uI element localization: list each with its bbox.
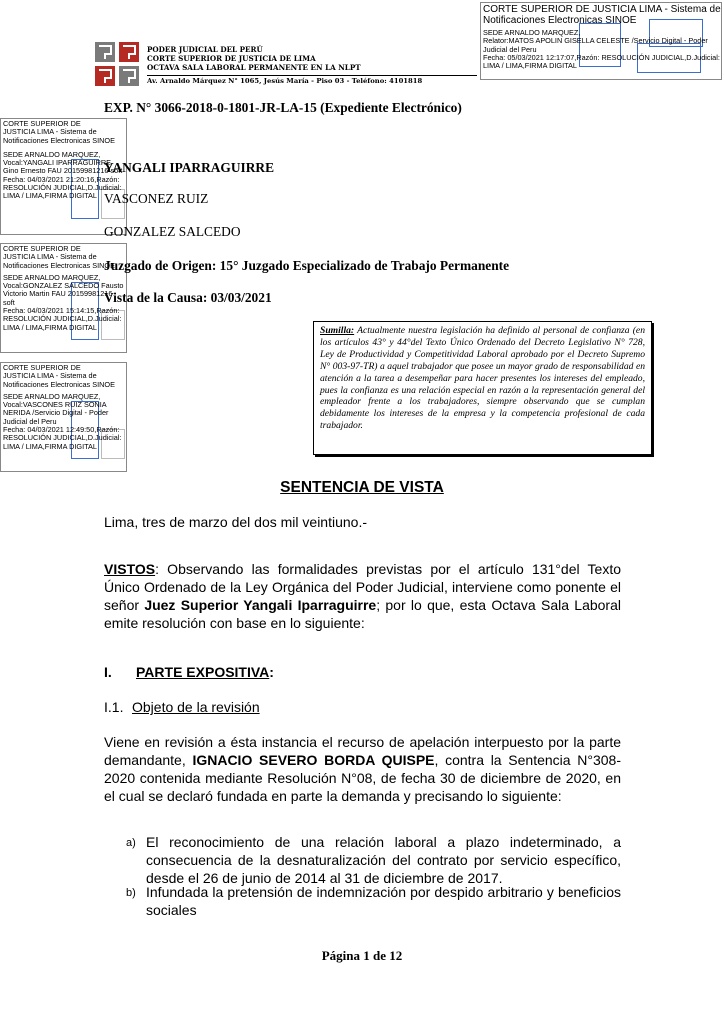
stamp-line: SEDE ARNALDO MARQUEZ, [3, 272, 101, 282]
judge-yangali: YANGALI IPARRAGUIRRE [104, 160, 275, 175]
section-colon: : [269, 664, 274, 680]
stamp-line: Vocal:GONZALEZ SALCEDO Fausto [3, 281, 124, 291]
stamp-line: JUSTICIA LIMA - Sistema de [3, 252, 97, 262]
subsection-number: I.1. [104, 699, 124, 715]
stamp-line: JUSTICIA LIMA - Sistema de [3, 371, 97, 381]
list-item-label: b) [126, 887, 136, 899]
list-item-text: El reconocimiento de una relación laboral a plazo indeterminado, a consecuencia de la desnaturalización del contrato por servicio específico, desde el 26 de junio de 2014 al 31 de diciembre de 2017. [146, 834, 621, 886]
sumilla-box [313, 321, 652, 455]
stamp-line: RESOLUCIÓN JUDICIAL,D.Judicial: [3, 433, 122, 443]
vistos-text: ; por lo que, esta Octava Sala Laboral emite resolución con base en lo siguiente: [104, 597, 621, 631]
stamp-line: Victorio Martin FAU 20159981216 [3, 289, 113, 299]
stamp-line: CORTE SUPERIOR DE [3, 244, 81, 253]
list-item-label: a) [126, 837, 136, 849]
date-line: Lima, tres de marzo del dos mil veintiuno.- [104, 514, 367, 530]
vistos-label: VISTOS [104, 561, 156, 577]
stamp-line: CORTE SUPERIOR DE [3, 119, 81, 128]
list-item [126, 833, 621, 887]
ponente-name: Juez Superior Yangali Iparraguirre [144, 597, 377, 613]
stamp-line: Vocal:VASCONES RUIZ SONIA [3, 400, 107, 410]
sumilla-text: Actualmente nuestra legislación ha definido al personal de confianza (en los artículos 43° y 44°del Texto Único Ordenado del Decreto Legislativo N° 728, Ley de Productividad y Competitividad Laboral aprobado por el Decreto Supremo N° 003-97-TR) a aquel trabajador que posee un mayor grado de responsabilidad en atención a la tarea a desempeñar para hacer presentes los intereses del empleado, pues la confianza es una relación especial en razón a la representación general del empleador frente a los trabajadores, siempre observando que se cumplan debidamente los intereses de la empresa y la competencia profesional de cada trabajador. [320, 325, 645, 432]
stamp-line: Notificaciones Electronicas SINOE [3, 135, 115, 145]
document-title: SENTENCIA DE VISTA [280, 479, 444, 496]
stamp-line: Vocal:YANGALI IPARRAGUIRRE [3, 158, 111, 168]
stamp-line: SEDE ARNALDO MARQUEZ, [3, 149, 101, 159]
stamp-line: LIMA / LIMA,FIRMA DIGITAL [3, 441, 97, 451]
stamp-line: RESOLUCIÓN JUDICIAL,D.Judicial: [3, 183, 122, 193]
stamp-line: SEDE ARNALDO MARQUEZ, [483, 28, 581, 37]
letterhead-line-3: OCTAVA SALA LABORAL PERMANENTE EN LA NLPT [147, 63, 361, 72]
list-item-text: Infundada la pretensión de indemnización por despido arbitrario y beneficios sociales [146, 884, 621, 918]
juzgado-origen: Juzgado de Origen: 15° Juzgado Especializado de Trabajo Permanente [104, 258, 510, 273]
vista-causa-date: Vista de la Causa: 03/03/2021 [104, 290, 272, 305]
letterhead-address: Av. Arnaldo Márquez N° 1065, Jesús María - Piso 03 - Teléfono: 4101818 [147, 77, 423, 85]
stamp-line: Judicial del Peru [483, 44, 537, 54]
letterhead-rule [147, 75, 477, 76]
stamp-line: LIMA / LIMA,FIRMA DIGITAL [3, 322, 97, 332]
sumilla-label: Sumilla: [320, 325, 355, 336]
stamp-line: LIMA / LIMA,FIRMA DIGITAL [483, 61, 577, 71]
stamp-line: SEDE ARNALDO MARQUEZ, [3, 391, 101, 401]
stamp-title: CORTE SUPERIOR DE JUSTICIA LIMA - Sistema de [483, 4, 721, 15]
stamp-line: RESOLUCIÓN JUDICIAL,D.Judicial: [3, 314, 122, 324]
stamp-line: Fecha: 05/03/2021 12:17:07,Razón: RESOLUCIÓN JUDICIAL,D.Judicial: [483, 52, 720, 62]
vistos-paragraph [104, 560, 621, 632]
page-number: Página 1 de 12 [321, 948, 403, 963]
revision-text: Viene en revisión a ésta instancia el recurso de apelación interpuesto por la parte demandante, [104, 734, 621, 768]
letterhead-line-2: CORTE SUPERIOR DE JUSTICIA DE LIMA [147, 54, 316, 63]
stamp-line: Fecha: 04/03/2021 15:14:15,Razón: [3, 306, 120, 316]
signature-stamp-yangali [0, 118, 127, 235]
judge-vasconez: VASCONEZ RUIZ [104, 191, 209, 206]
poder-judicial-logo [95, 42, 139, 86]
expediente-number: EXP. N° 3066-2018-0-1801-JR-LA-15 (Expediente Electrónico) [104, 100, 462, 115]
revision-text: , contra la Sentencia N°308-2020 contenida mediante Resolución N°08, de fecha 30 de diciembre de 2020, en el cual se declaró fundada en parte la demanda y precisando lo siguiente: [104, 752, 621, 804]
section-title: PARTE EXPOSITIVA [136, 664, 270, 680]
stamp-line: Fecha: 04/03/2021 21:20:16,Razón: [3, 174, 120, 184]
stamp-line: NERIDA /Servicio Digital - Poder [3, 408, 109, 418]
revision-paragraph [104, 733, 621, 805]
stamp-line: Judicial del Peru [3, 416, 57, 426]
stamp-line: Gino Ernesto FAU 20159981216 soft [3, 166, 123, 176]
signature-stamp-top-right [480, 2, 722, 80]
signature-stamp-vascones [0, 362, 127, 472]
stamp-title: Notificaciones Electronicas SINOE [483, 15, 637, 26]
stamp-line: JUSTICIA LIMA - Sistema de [3, 127, 97, 137]
vistos-text: : Observando las formalidades previstas por el artículo 131°del Texto Único Ordenado de la Ley Orgánica del Poder Judicial, interviene como ponente el señor [104, 561, 621, 613]
stamp-line: soft [3, 297, 15, 307]
list-item [126, 883, 621, 919]
demandante-name: IGNACIO SEVERO BORDA QUISPE [192, 752, 435, 768]
section-heading [136, 664, 274, 680]
stamp-line: Notificaciones Electronicas SINOE [3, 260, 115, 270]
stamp-line: Notificaciones Electronicas SINOE [3, 379, 115, 389]
section-number: I. [104, 664, 112, 680]
subsection-title: Objeto de la revisión [132, 699, 260, 715]
judge-gonzalez: GONZALEZ SALCEDO [104, 224, 241, 239]
stamp-line: CORTE SUPERIOR DE [3, 363, 81, 372]
stamp-line: Relator:MATOS APOLIN GISELLA CELESTE /Servicio Digital - Poder [483, 36, 708, 46]
stamp-line: LIMA / LIMA,FIRMA DIGITAL [3, 191, 97, 201]
stamp-line: Fecha: 04/03/2021 12:49:50,Razón: [3, 425, 120, 435]
letterhead-line-1: PODER JUDICIAL DEL PERÚ [147, 45, 263, 54]
